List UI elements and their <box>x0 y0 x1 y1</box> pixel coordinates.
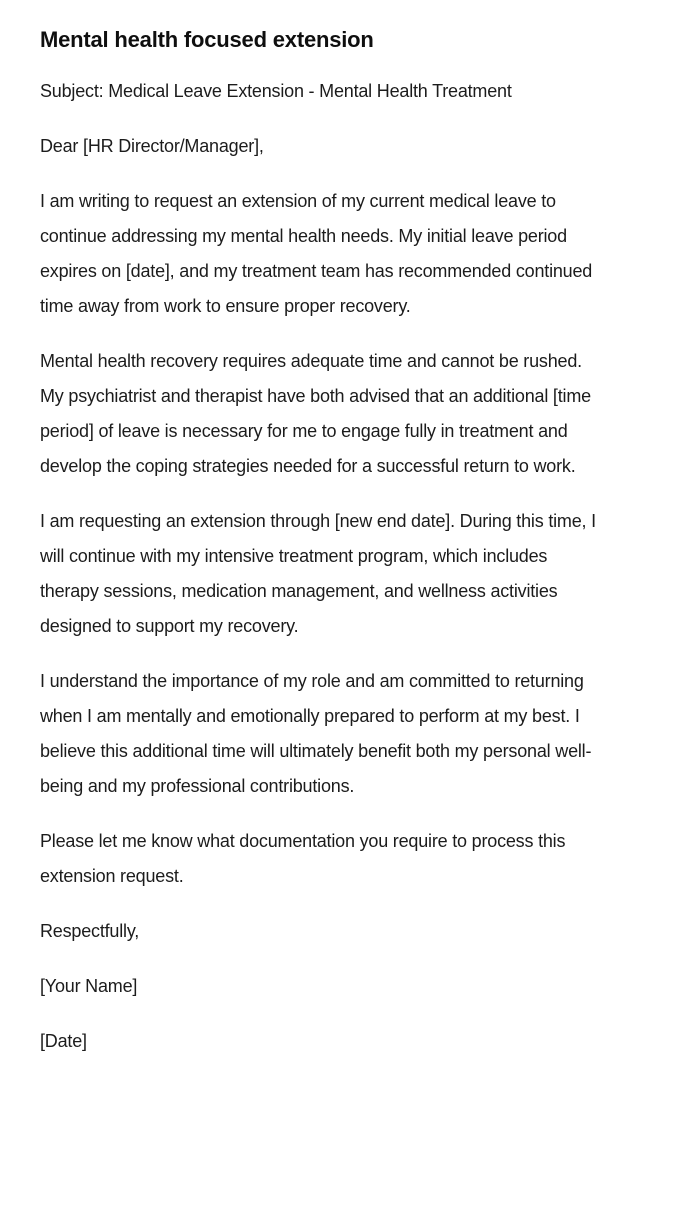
letter-closing: Respectfully, <box>40 921 140 941</box>
letter-signature-name: [Your Name] <box>40 976 138 996</box>
letter-subject-line: Subject: Medical Leave Extension - Mental Health Treatment <box>40 81 512 101</box>
letter-paragraph-2: Mental health recovery requires adequate time and cannot be rushed. My psychiatrist and therapist have both advised that an additional [time period] of leave is necessary for me to engage fully in treatment and develop the coping strategies needed for a successful return to work. <box>40 351 591 476</box>
letter-content <box>40 27 610 1059</box>
letter-paragraph-4: I understand the importance of my role and am committed to returning when I am mentally and emotionally prepared to perform at my best. I believe this additional time will ultimately benefit both my personal well-being and my professional contributions. <box>40 671 592 796</box>
letter-paragraph-3: I am requesting an extension through [new end date]. During this time, I will continue with my intensive treatment program, which includes therapy sessions, medication management, and wellness activities designed to support my recovery. <box>40 511 596 636</box>
page-title: Mental health focused extension <box>40 27 374 52</box>
letter-signature-date: [Date] <box>40 1031 87 1051</box>
letter-paragraph-5: Please let me know what documentation you require to process this extension request. <box>40 831 566 886</box>
letter-salutation: Dear [HR Director/Manager], <box>40 136 264 156</box>
letter-paragraph-1: I am writing to request an extension of my current medical leave to continue addressing my mental health needs. My initial leave period expires on [date], and my treatment team has recommended continued time away from work to ensure proper recovery. <box>40 191 593 316</box>
